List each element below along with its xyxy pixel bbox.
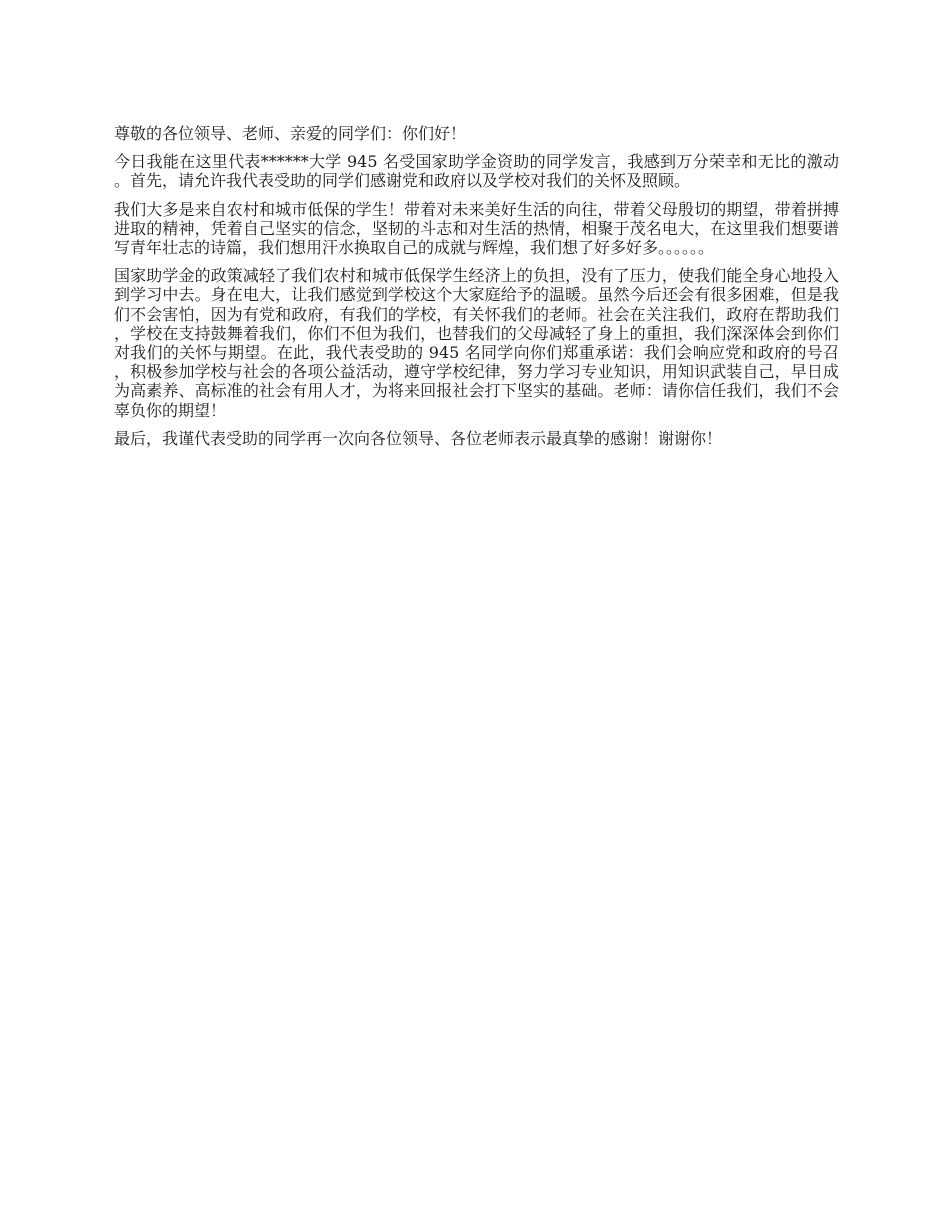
salutation: 尊敬的各位领导、老师、亲爱的同学们：你们好！ bbox=[114, 124, 467, 143]
closing-paragraph: 最后，我谨代表受助的同学再一次向各位领导、各位老师表示最真挚的感谢！谢谢你！ bbox=[114, 428, 723, 448]
background-paragraph: 我们大多是来自农村和城市低保的学生！带着对未来美好生活的向往，带着父母殷切的期望，带着拼搏进取的精神，凭着自己坚实的信念，坚韧的斗志和对生活的热情，相聚于茂名电大，在这里我们想要谱写青年壮志的诗篇，我们想用汗水换取自己的成就与辉煌，我们想了好多好多。。。。。。 bbox=[114, 199, 839, 258]
document-page bbox=[114, 124, 839, 457]
commitment-paragraph: 国家助学金的政策减轻了我们农村和城市低保学生经济上的负担，没有了压力，使我们能全身心地投入到学习中去。身在电大，让我们感觉到学校这个大家庭给予的温暖。虽然今后还会有很多困难，但是我们不会害怕，因为有党和政府，有我们的学校，有关怀我们的老师。社会在关注我们，政府在帮助我们，学校在支持鼓舞着我们，你们不但为我们，也替我们的父母减轻了身上的重担，我们深深体会到你们对我们的关怀与期望。在此，我代表受助的 945 名同学向你们郑重承诺：我们会响应党和政府的号召，积极参加学校与社会的各项公益活动，遵守学校纪律，努力学习专业知识，用知识武装自己，早日成为高素养、高标准的社会有用人才，为将来回报社会打下坚实的基础。老师：请你信任我们，我们不会辜负你的期望！ bbox=[114, 266, 839, 420]
opening-paragraph: 今日我能在这里代表******大学 945 名受国家助学金资助的同学发言，我感到万分荣幸和无比的激动。首先，请允许我代表受助的同学们感谢党和政府以及学校对我们的关怀及照顾。 bbox=[114, 152, 839, 191]
